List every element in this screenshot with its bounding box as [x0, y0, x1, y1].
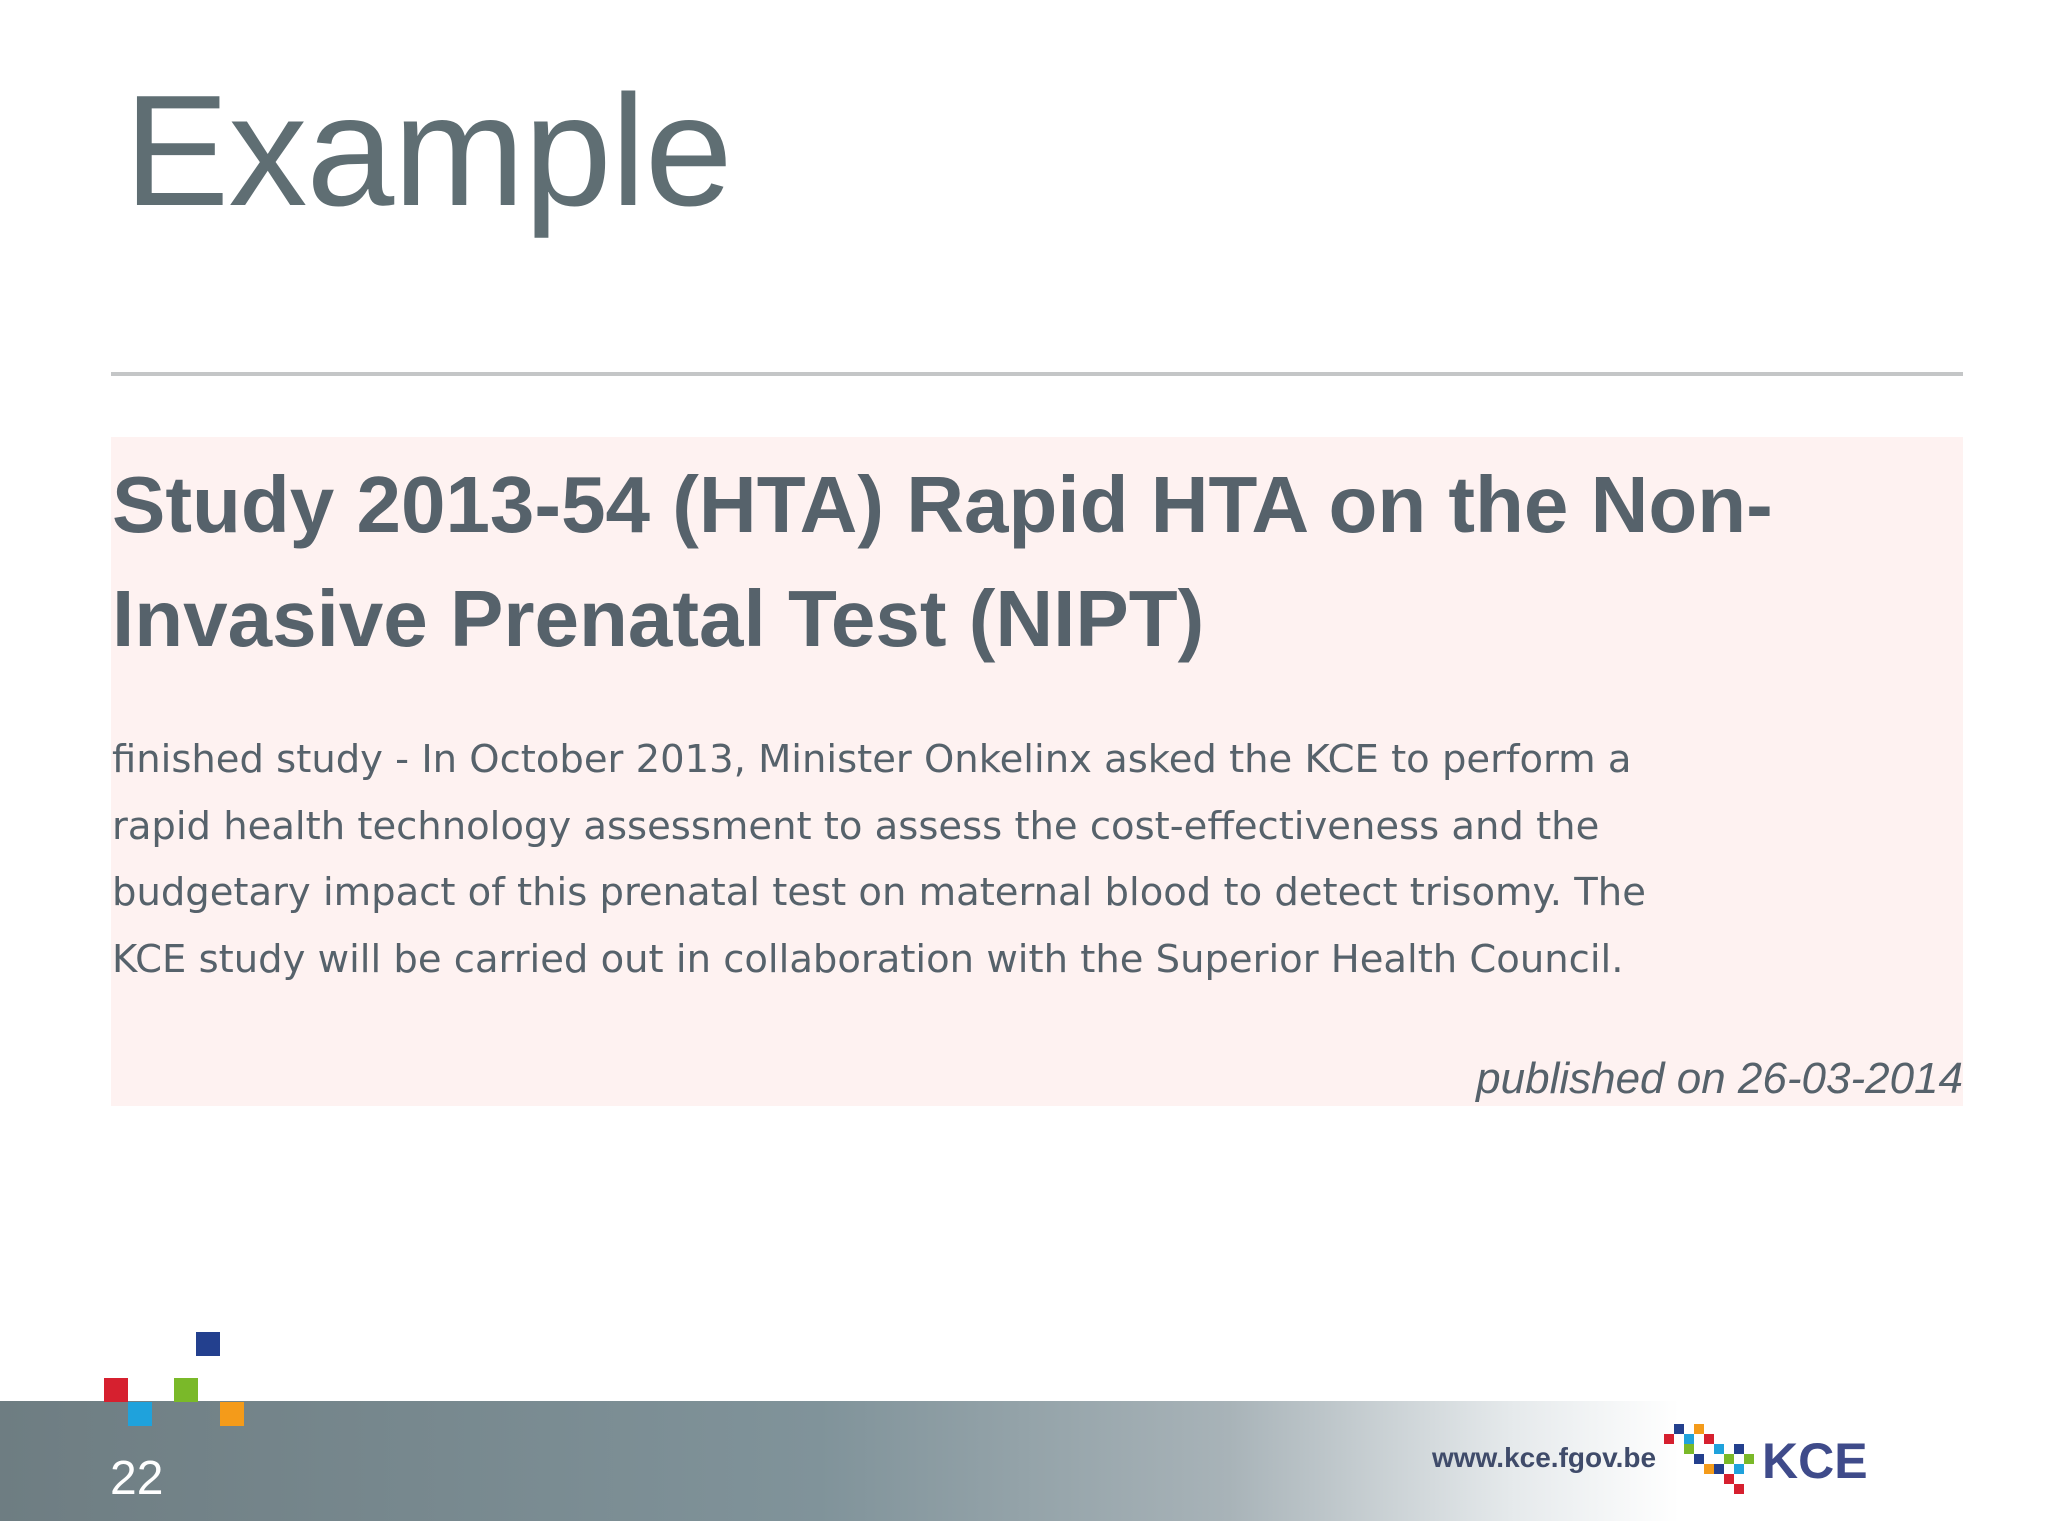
square-orange — [220, 1402, 244, 1426]
square-red — [104, 1378, 128, 1402]
kce-logo-text: KCE — [1762, 1433, 1868, 1489]
square-blue — [128, 1402, 152, 1426]
bottom-strip — [0, 1521, 2048, 1536]
study-title[interactable]: Study 2013-54 (HTA) Rapid HTA on the Non-Invasive Prenatal Test (NIPT) — [112, 460, 1773, 663]
kce-logo-icon — [1664, 1420, 1756, 1500]
published-date: published on 26-03-2014 — [1476, 1054, 1963, 1103]
square-green — [174, 1378, 198, 1402]
title-divider — [111, 372, 1963, 376]
study-description: finished study - In October 2013, Minister Onkelinx asked the KCE to perform a rapid health technology assessment to assess the cost-effectiveness and the budgetary impact of this prenatal test on maternal blood to detect trisomy. The KCE study will be carried out in collaboration with the Superior Health Council. — [112, 737, 1646, 982]
page-number: 22 — [110, 1452, 164, 1505]
square-navy — [196, 1332, 220, 1356]
footer-url-link[interactable]: www.kce.fgov.be — [1432, 1442, 1657, 1473]
slide-title: Example — [124, 63, 732, 239]
